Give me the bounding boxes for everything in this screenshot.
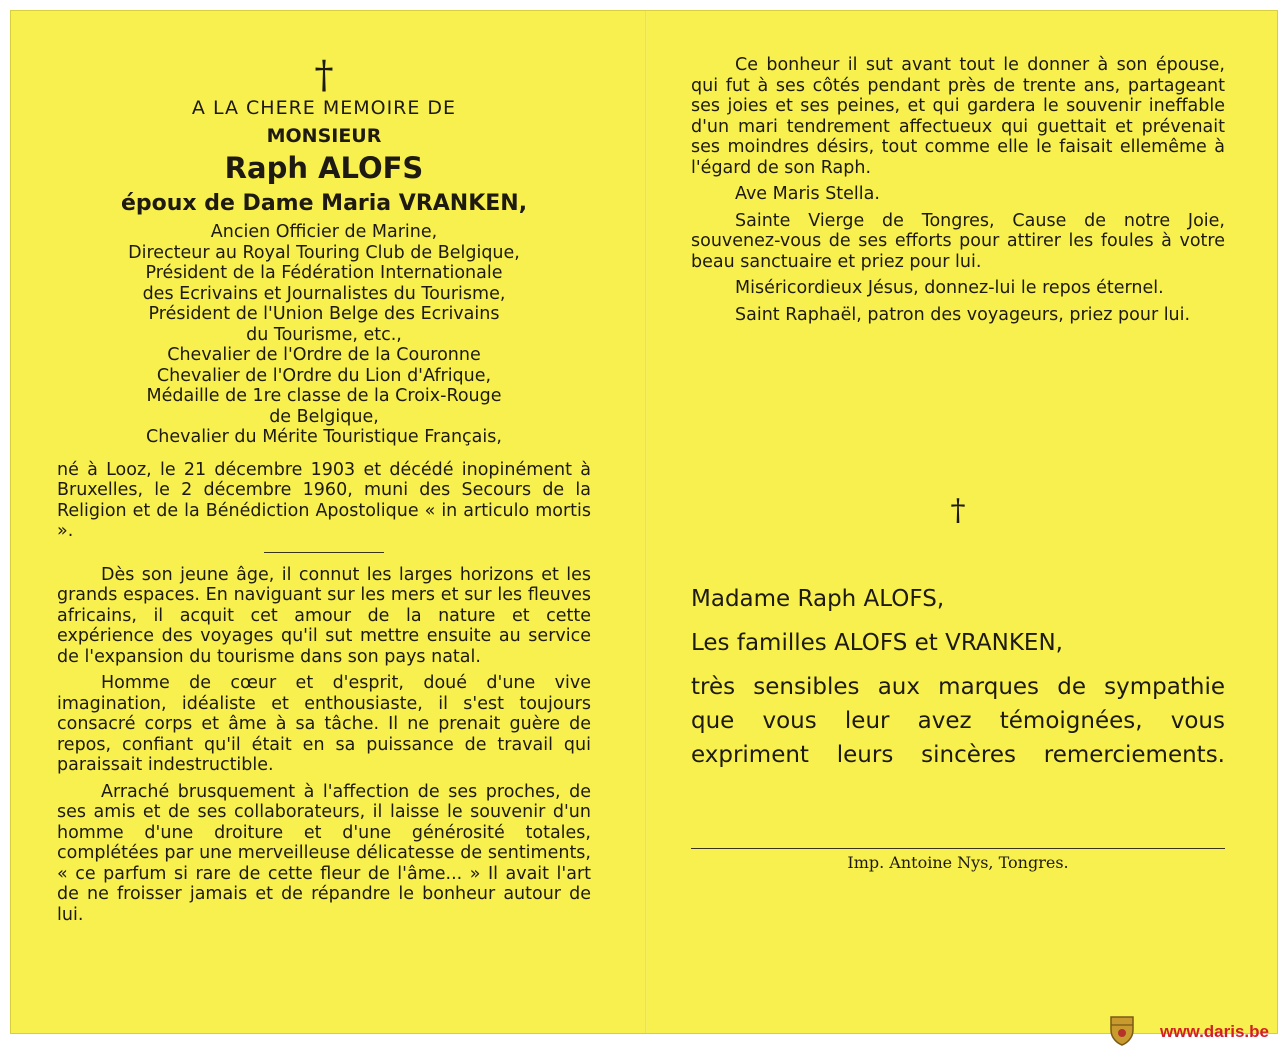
deceased-name: Raph ALOFS (224, 151, 424, 185)
thanks-line: que vous leur avez témoignées, vous (691, 708, 1225, 734)
spouse-line: époux de Dame Maria VRANKEN, (120, 191, 528, 216)
honorific: MONSIEUR (266, 125, 382, 147)
left-page (57, 55, 591, 931)
cross-icon: † (950, 493, 966, 528)
title-line: Président de la Fédération Internationale (145, 263, 503, 283)
biography-paragraph: Dès son jeune âge, il connut les larges horizons et les grands espaces. En naviguant sur les mers et sur les fleuves africains, il acquit cet amour de la nature et cette expérience des voyages qu'il sut mettre ensuite au service de l'expansion du tourisme dans son pays natal. (57, 564, 591, 667)
title-line: du Tourisme, etc., (246, 324, 402, 345)
title-line: Chevalier de l'Ordre de la Couronne (167, 345, 481, 365)
prayer-line: Ave Maris Stella. (735, 184, 880, 204)
thanks-families: Les familles ALOFS et VRANKEN, (691, 630, 1063, 656)
thanks-line: très sensibles aux marques de sympathie (691, 674, 1225, 700)
printer-credit: Imp. Antoine Nys, Tongres. (847, 853, 1069, 872)
thanks-widow: Madame Raph ALOFS, (691, 586, 945, 612)
divider (691, 848, 1225, 849)
prayer-paragraph: Saint Raphaël, patron des voyageurs, priez pour lui. (735, 304, 1191, 325)
thanks-block (691, 582, 1225, 772)
card-fold (645, 11, 647, 1033)
right-page (691, 55, 1225, 872)
title-line: Chevalier de l'Ordre du Lion d'Afrique, (156, 365, 492, 386)
prayer-paragraph: Miséricordieux Jésus, donnez-lui le repos éternel. (735, 278, 1164, 298)
tribute-paragraph: Ce bonheur il sut avant tout le donner à son épouse, qui fut à ses côtés pendant près de trente ans, partageant ses joies et ses peines, et qui gardera le souvenir ineffable d'un mari tendrement affectueux qui guettait et prévenait ses moindres désirs, tout comme elle le faisait ellemême à l'égard de son Raph. (691, 55, 1225, 178)
biography-paragraph: Arraché brusquement à l'affection de ses proches, de ses amis et de ses collaborateurs, il laisse le souvenir d'un homme d'une droiture et d'une générosité totales, complétées par une merveilleuse délicatesse de sentiments, « ce parfum si rare de cette fleur de l'âme... » Il avait l'art de ne froisser jamais et de répandre le bonheur autour de lui. (57, 781, 591, 925)
title-line: de Belgique, (269, 406, 379, 427)
prayer-paragraph: Sainte Vierge de Tongres, Cause de notre Joie, souvenez-vous de ses efforts pour attirer les foules à votre beau sanctuaire et priez pour lui. (691, 210, 1225, 272)
divider (264, 552, 384, 553)
titles-list (57, 222, 591, 448)
biography-paragraph: Homme de cœur et d'esprit, doué d'une vive imagination, idéaliste et enthousiaste, il s'est toujours consacré corps et âme à sa tâche. Il ne prenait guère de repos, confiant qu'il était en sa puissance de travail qui paraissait indestructible. (57, 673, 591, 775)
dedication-heading: A LA CHERE MEMOIRE DE (191, 97, 457, 119)
title-line: Médaille de 1re classe de la Croix-Rouge (146, 386, 502, 406)
title-line: Chevalier du Mérite Touristique Français, (146, 427, 502, 447)
title-line: Président de l'Union Belge des Ecrivains (148, 304, 500, 324)
thanks-line: expriment leurs sincères remerciements. (691, 742, 1225, 768)
title-line: Ancien Officier de Marine, (210, 222, 438, 242)
watermark-link[interactable]: www.daris.be (1160, 1022, 1269, 1041)
coat-of-arms-icon (1109, 1014, 1135, 1046)
memorial-card (10, 10, 1278, 1034)
title-line: des Ecrivains et Journalistes du Tourisme, (142, 283, 506, 304)
birth-death-paragraph: né à Looz, le 21 décembre 1903 et décédé inopinément à Bruxelles, le 2 décembre 1960, muni des Secours de la Religion et de la Bénédiction Apostolique « in articulo mortis ». (57, 459, 591, 541)
title-line: Directeur au Royal Touring Club de Belgique, (128, 242, 520, 263)
cross-icon: † (314, 53, 334, 97)
